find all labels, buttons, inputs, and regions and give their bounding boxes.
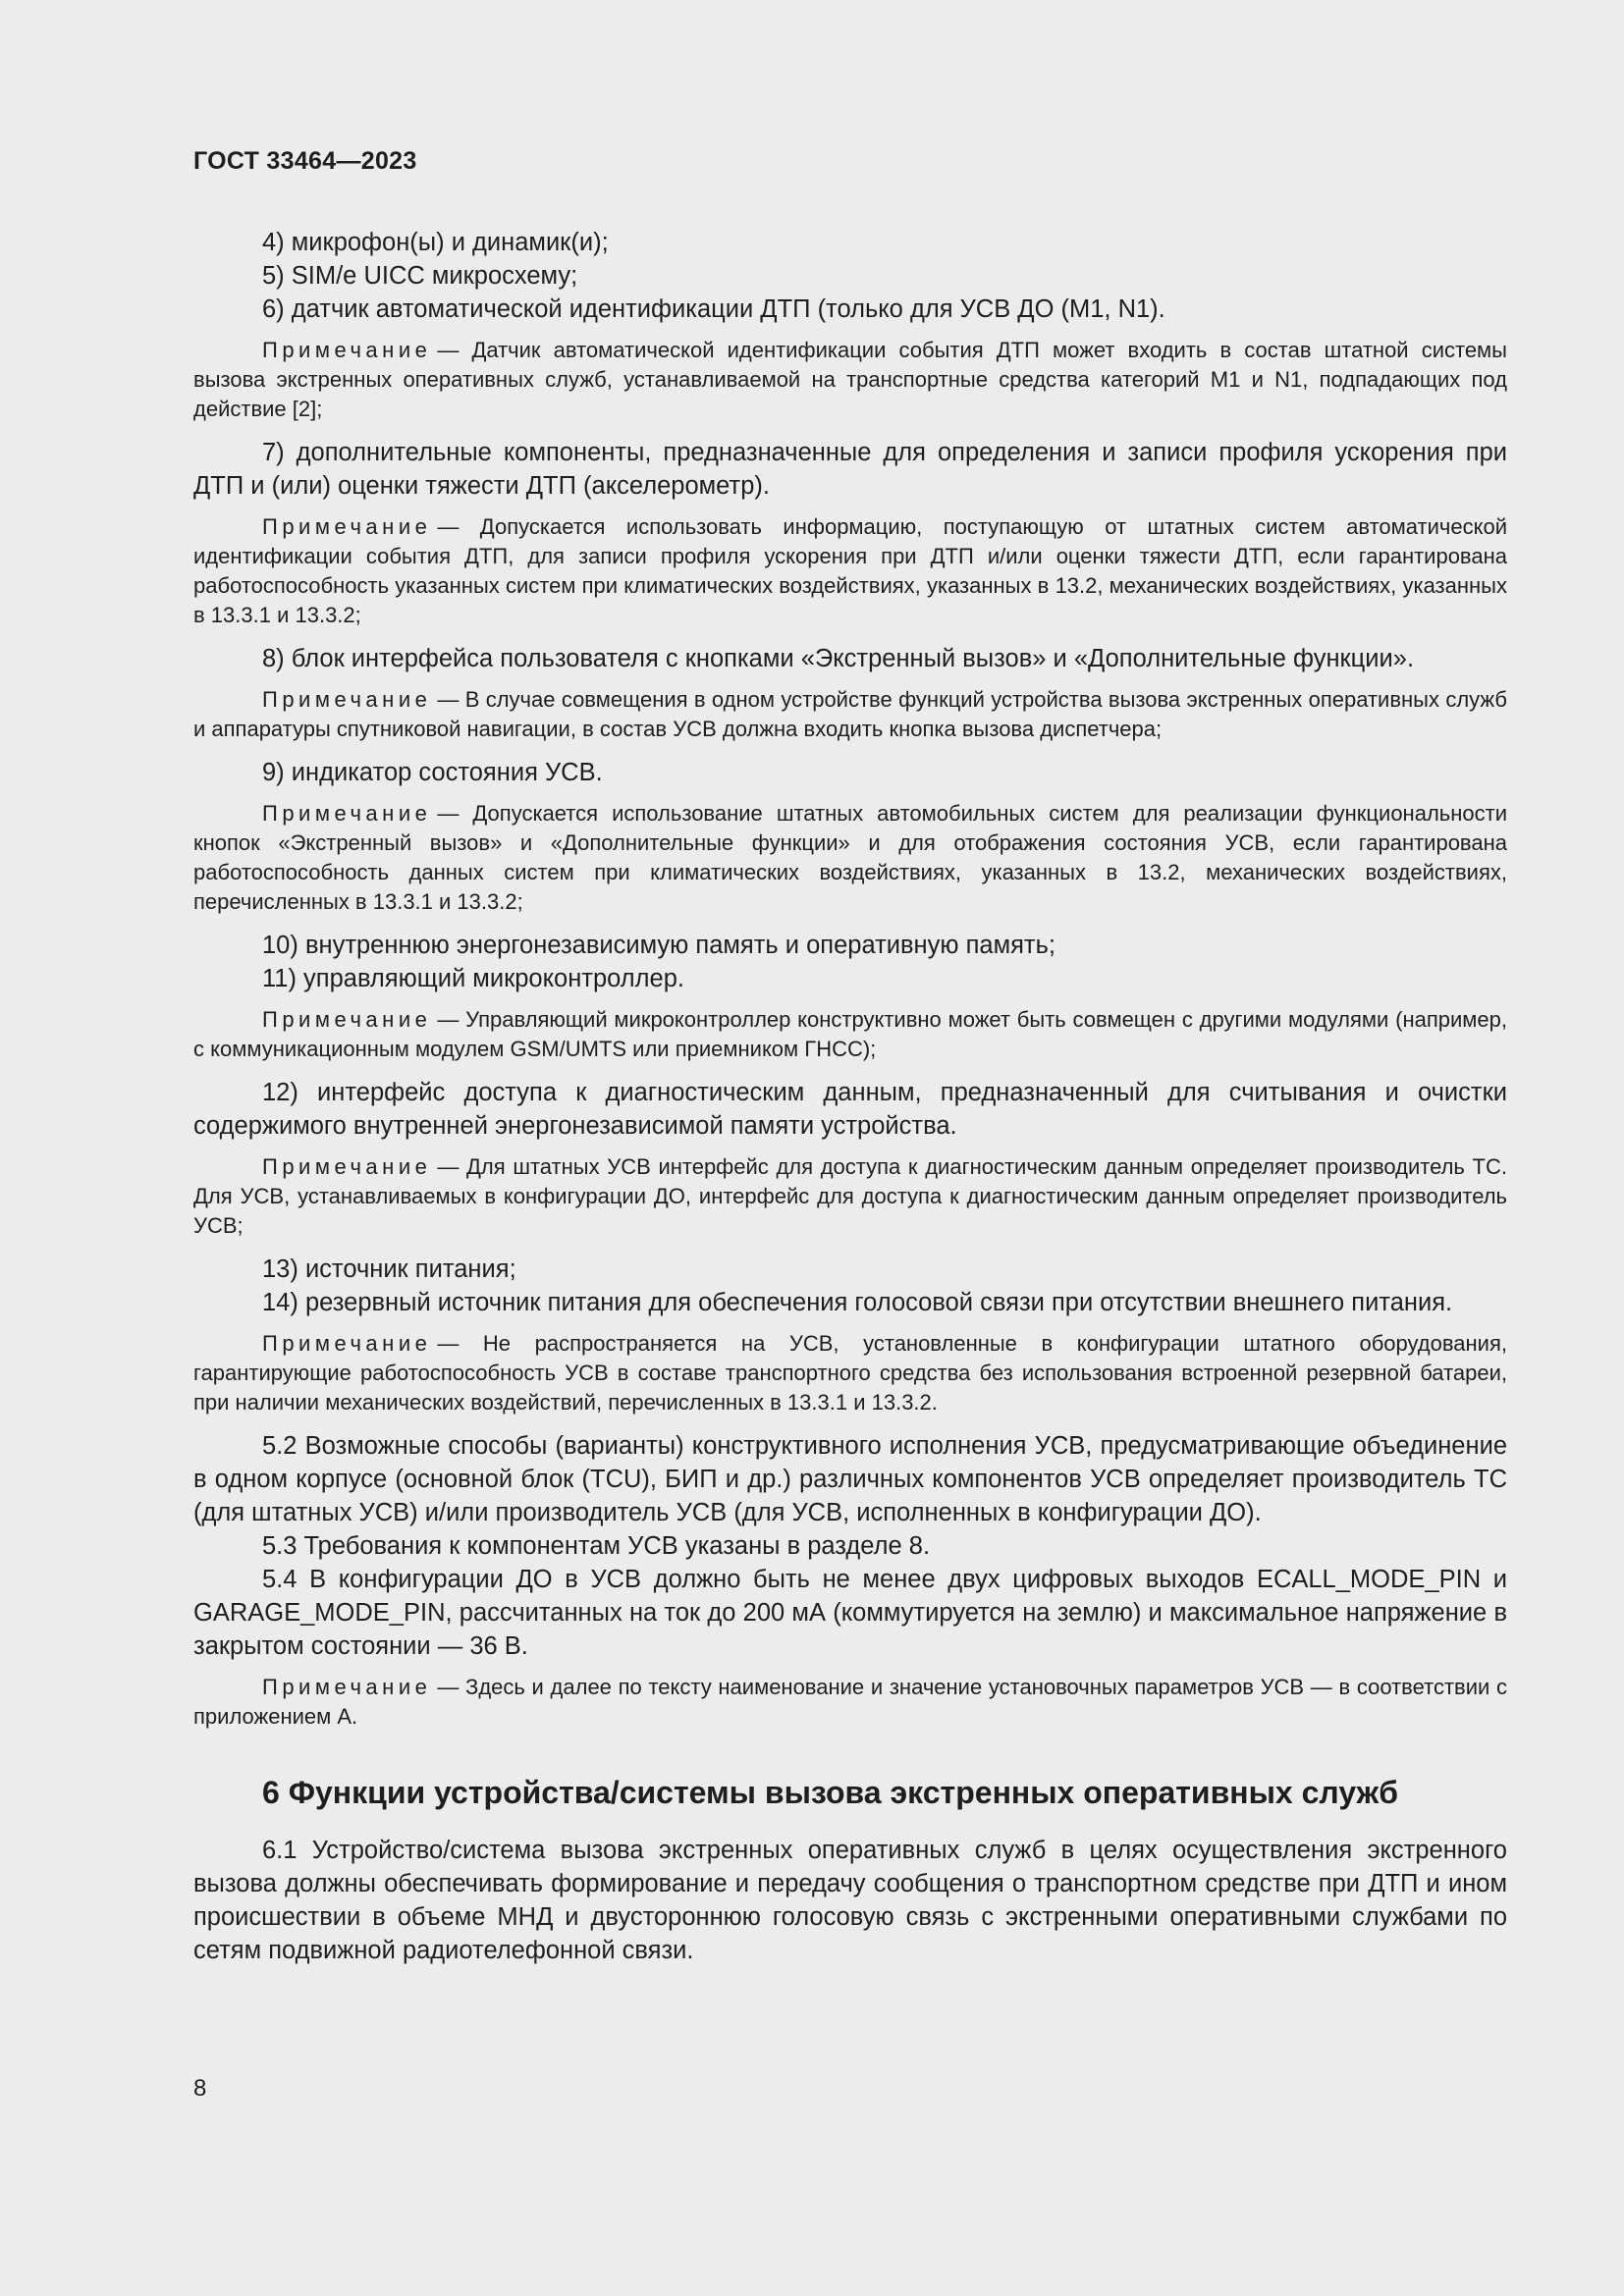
note-label: Примечание bbox=[262, 1007, 432, 1032]
list-item-7: 7) дополнительные компоненты, предназначенные для определения и записи профиля ускорения при ДТП и (или) оценки тяжести ДТП (акселерометр). bbox=[193, 439, 1507, 500]
note-text: — Для штатных УСВ интерфейс для доступа к диагностическим данным определяет производитель ТС. Для УСВ, устанавливаемых в конфигурации ДО, интерфейс для доступа к диагностическим данным определяет производитель УСВ; bbox=[193, 1154, 1507, 1238]
note-label: Примечание bbox=[262, 338, 432, 362]
section-6-heading: 6 Функции устройства/системы вызова экстренных оперативных служб bbox=[262, 1775, 1398, 1810]
list-item-4: 4) микрофон(ы) и динамик(и); bbox=[262, 229, 609, 256]
list-item-11: 11) управляющий микроконтроллер. bbox=[262, 965, 684, 992]
note-7 bbox=[193, 1329, 1507, 1417]
note-label: Примечание bbox=[262, 1675, 432, 1699]
note-8 bbox=[193, 1673, 1507, 1732]
paragraph-5-2: 5.2 Возможные способы (варианты) конструктивного исполнения УСВ, предусматривающие объединение в одном корпусе (основной блок (TCU), БИП и др.) различных компонентов УСВ определяет производитель ТС (для штатных УСВ) и/или производитель УСВ (для УСВ, исполненных в конфигурации ДО). bbox=[193, 1432, 1507, 1526]
page-number: 8 bbox=[193, 2075, 207, 2102]
note-label: Примечание bbox=[262, 801, 432, 826]
note-text: — Управляющий микроконтроллер конструктивно может быть совмещен с другими модулями (например, с коммуникационным модулем GSM/UMTS или приемником ГНСС); bbox=[193, 1007, 1507, 1061]
note-3 bbox=[193, 685, 1507, 744]
note-2 bbox=[193, 512, 1507, 630]
note-6 bbox=[193, 1152, 1507, 1241]
list-item-13: 13) источник питания; bbox=[262, 1255, 516, 1283]
note-label: Примечание bbox=[262, 687, 432, 712]
list-item-10: 10) внутреннюю энергонезависимую память и оперативную память; bbox=[262, 932, 1056, 959]
paragraph-5-3: 5.3 Требования к компонентам УСВ указаны в разделе 8. bbox=[262, 1532, 931, 1560]
document-header: ГОСТ 33464—2023 bbox=[193, 147, 417, 175]
note-text: — Допускается использовать информацию, поступающую от штатных систем автоматической идентификации события ДТП, для записи профиля ускорения при ДТП и/или оценки тяжести ДТП, если гарантирована работоспособность указанных систем при климатических воздействиях, указанных в 13.2, механических воздействиях, указанных в 13.3.1 и 13.3.2; bbox=[193, 514, 1507, 627]
list-item-9: 9) индикатор состояния УСВ. bbox=[262, 759, 603, 786]
note-label: Примечание bbox=[262, 1331, 432, 1356]
note-4 bbox=[193, 799, 1507, 917]
paragraph-5-4: 5.4 В конфигурации ДО в УСВ должно быть не менее двух цифровых выходов ECALL_MODE_PIN и GARAGE_MODE_PIN, рассчитанных на ток до 200 мА (коммутируется на землю) и максимальное напряжение в закрытом состоянии — 36 В. bbox=[193, 1566, 1507, 1660]
note-text: — Датчик автоматической идентификации события ДТП может входить в состав штатной системы вызова экстренных оперативных служб, устанавливаемой на транспортные средства категорий М1 и N1, подпадающих под действие [2]; bbox=[193, 338, 1507, 421]
list-item-8: 8) блок интерфейса пользователя с кнопками «Экстренный вызов» и «Дополнительные функции». bbox=[262, 645, 1415, 672]
list-item-6: 6) датчик автоматической идентификации ДТП (только для УСВ ДО (М1, N1). bbox=[262, 295, 1165, 323]
note-text: — В случае совмещения в одном устройстве функций устройства вызова экстренных оперативных служб и аппаратуры спутниковой навигации, в состав УСВ должна входить кнопка вызова диспетчера; bbox=[193, 687, 1507, 741]
note-text: — Допускается использование штатных автомобильных систем для реализации функциональности кнопок «Экстренный вызов» и «Дополнительные функции» и для отображения состояния УСВ, если гарантирована работоспособность данных систем при климатических воздействиях, указанных в 13.2, механических воздействиях, перечисленных в 13.3.1 и 13.3.2; bbox=[193, 801, 1507, 914]
note-text: — Не распространяется на УСВ, установленные в конфигурации штатного оборудования, гарантирующие работоспособность УСВ в составе транспортного средства без использования встроенной резервной батареи, при наличии механических воздействий, перечисленных в 13.3.1 и 13.3.2. bbox=[193, 1331, 1507, 1415]
paragraph-6-1: 6.1 Устройство/система вызова экстренных оперативных служб в целях осуществления экстренного вызова должны обеспечивать формирование и передачу сообщения о транспортном средстве при ДТП и ином происшествии в объеме МНД и двустороннюю голосовую связь с экстренными оперативными службами по сетям подвижной радиотелефонной связи. bbox=[193, 1837, 1507, 1964]
note-text: — Здесь и далее по тексту наименование и значение установочных параметров УСВ — в соответствии с приложением А. bbox=[193, 1675, 1507, 1729]
document-body bbox=[193, 226, 1507, 1967]
note-label: Примечание bbox=[262, 1154, 432, 1179]
note-1 bbox=[193, 336, 1507, 424]
note-5 bbox=[193, 1005, 1507, 1064]
list-item-5: 5) SIM/e UICC микросхему; bbox=[262, 262, 578, 290]
note-label: Примечание bbox=[262, 514, 432, 539]
list-item-12: 12) интерфейс доступа к диагностическим данным, предназначенный для считывания и очистки содержимого внутренней энергонезависимой памяти устройства. bbox=[193, 1079, 1507, 1140]
list-item-14: 14) резервный источник питания для обеспечения голосовой связи при отсутствии внешнего питания. bbox=[262, 1289, 1453, 1316]
